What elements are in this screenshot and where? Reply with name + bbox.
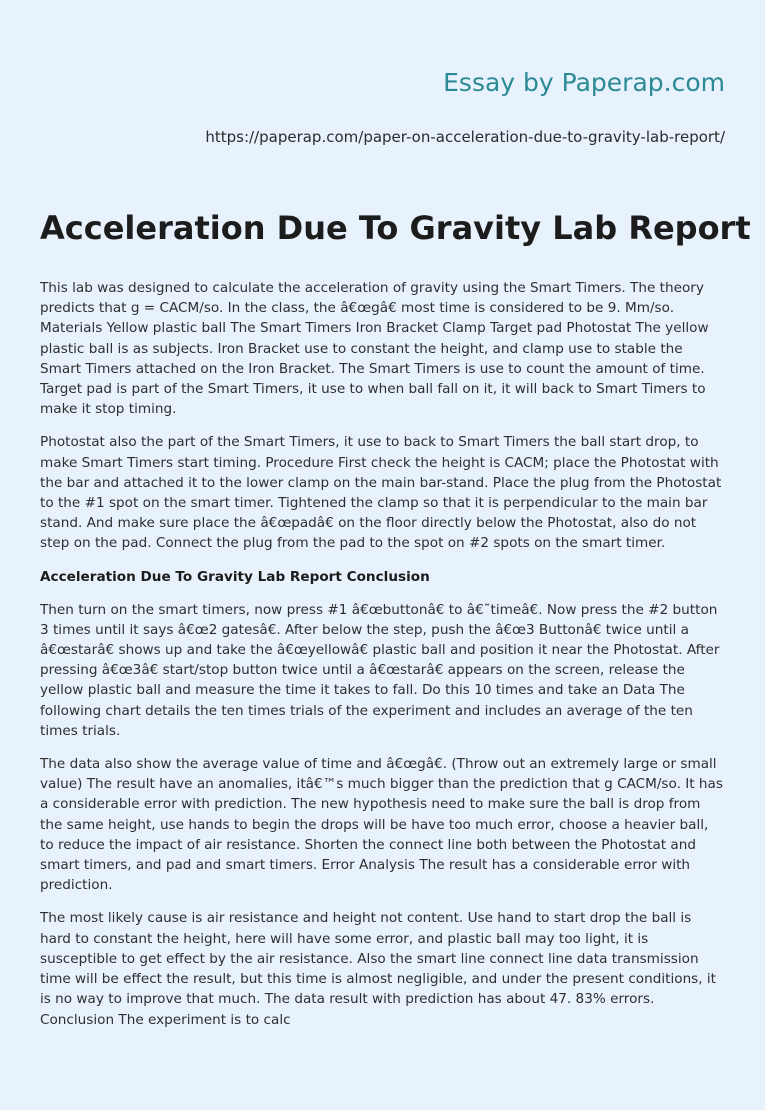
paragraph: Then turn on the smart timers, now press #1 â€œbuttonâ€ to â€˜timeâ€. Now press the #2 button 3 times until it says â€œ2 gatesâ€. After below the step, push the â€œ3 Buttonâ€ twice until a â€œstarâ€ shows up and take the â€œyellowâ€ plastic ball and position it near the Photostat. After pressing â€œ3â€ start/stop button twice until a â€œstarâ€ appears on the screen, release the yellow plastic ball and measure the time it takes to fall. Do this 10 times and take an Data The following chart details the ten times trials of the experiment and includes an average of the ten times trials.	[40, 601, 720, 739]
paragraph: The data also show the average value of time and â€œgâ€. (Throw out an extremely large or small value) The result have an anomalies, itâ€™s much bigger than the prediction that g CACM/so. It has a considerable error with prediction. The new hypothesis need to make sure the ball is drop from the same height, use hands to begin the drops will be have too much error, choose a heavier ball, to reduce the impact of air resistance. Shorten the connect line both between the Photostat and smart timers, and pad and smart timers. Error Analysis The result has a considerable error with prediction.	[40, 756, 723, 894]
site-brand[interactable]: Essay by Paperap.com	[443, 68, 725, 97]
source-url[interactable]: https://paperap.com/paper-on-acceleration-due-to-gravity-lab-report/	[205, 128, 725, 146]
paragraph: This lab was designed to calculate the acceleration of gravity using the Smart Timers. The theory predicts that g = CACM/so. In the class, the â€œgâ€ most time is considered to be 9. Mm/so. Materials Yellow plastic ball The Smart Timers Iron Bracket Clamp Target pad Photostat The yellow plastic ball is as subjects. Iron Bracket use to constant the height, and clamp use to stable the Smart Timers attached on the Iron Bracket. The Smart Timers is use to count the amount of time. Target pad is part of the Smart Timers, it use to when ball fall on it, it will back to Smart Timers to make it stop timing.	[40, 280, 709, 418]
article-body	[40, 278, 726, 1043]
paragraph: The most likely cause is air resistance and height not content. Use hand to start drop the ball is hard to constant the height, here will have some error, and plastic ball may too light, it is susceptible to get effect by the air resistance. Also the smart line connect line data transmission time will be effect the result, but this time is almost negligible, and under the present conditions, it is no way to improve that much. The data result with prediction has about 47. 83% errors. Conclusion The experiment is to calc	[40, 910, 717, 1028]
page-title: Acceleration Due To Gravity Lab Report	[40, 209, 751, 247]
paragraph: Photostat also the part of the Smart Timers, it use to back to Smart Timers the ball start drop, to make Smart Timers start timing. Procedure First check the height is CACM; place the Photostat with the bar and attached it to the lower clamp on the main bar-stand. Place the plug from the Photostat to the #1 spot on the smart timer. Tightened the clamp so that it is perpendicular to the main bar stand. And make sure place the â€œpadâ€ on the floor directly below the Photostat, also do not step on the pad. Connect the plug from the pad to the spot on #2 spots on the smart timer.	[40, 434, 722, 552]
section-heading: Acceleration Due To Gravity Lab Report Conclusion	[40, 568, 430, 585]
